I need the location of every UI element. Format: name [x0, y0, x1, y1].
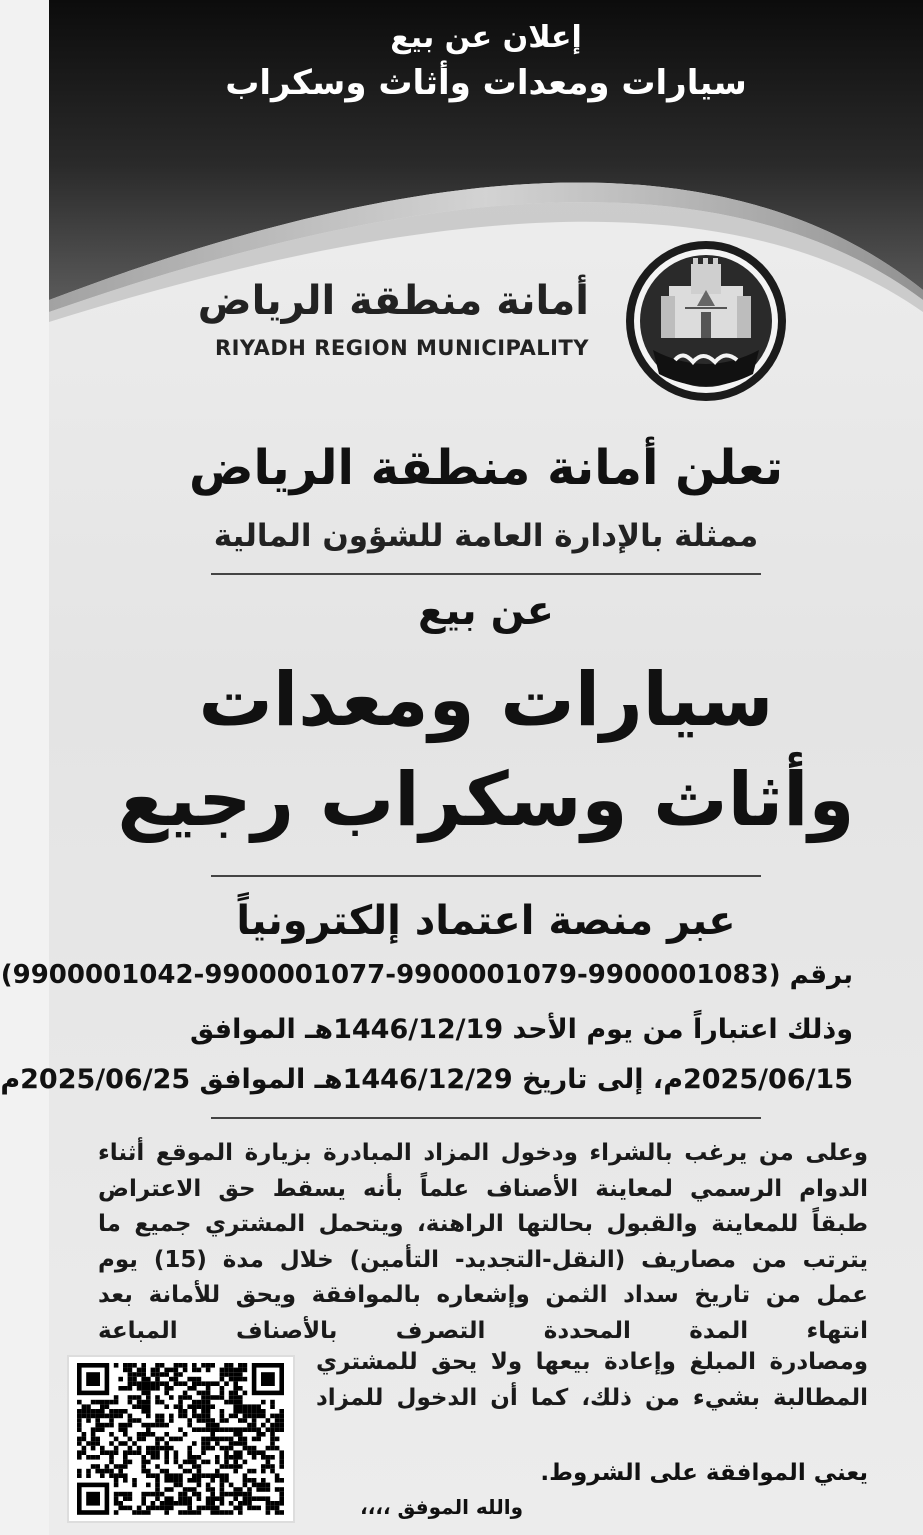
- qr-code-icon[interactable]: [67, 1355, 295, 1523]
- header-line-2: سيارات ومعدات وأثاث وسكراب: [225, 63, 747, 103]
- terms-line: عمل من تاريخ سداد الثمن وإشعاره بالموافقة ويحق للأمانة بعد: [98, 1282, 868, 1308]
- header-line-1: إعلان عن بيع: [390, 20, 582, 55]
- terms-last-line: يعني الموافقة على الشروط.: [540, 1460, 868, 1486]
- terms-paragraph: [98, 1136, 868, 1349]
- terms-line: المطالبة بشيء من ذلك، كما أن الدخول للمزاد: [316, 1384, 868, 1411]
- divider: [211, 1117, 761, 1119]
- about-sale: عن بيع: [418, 588, 554, 634]
- riyadh-emblem-icon: [623, 238, 789, 404]
- dates-line-2: 2025/06/15م، إلى تاريخ 1446/12/29هـ الموافق 2025/06/25م: [0, 1064, 853, 1095]
- divider: [211, 875, 761, 877]
- terms-line: ومصادرة المبلغ وإعادة بيعها ولا يحق للمشتري: [316, 1349, 868, 1375]
- terms-line: يترتب من مصاريف (النقل-التجديد- التأمين) خلال مدة (15) يوم: [98, 1246, 868, 1273]
- terms-line: انتهاء المدة المحددة التصرف بالأصناف المباعة: [98, 1317, 868, 1344]
- divider: [211, 573, 761, 575]
- represented-by: ممثلة بالإدارة العامة للشؤون المالية: [213, 518, 759, 554]
- reference-numbers: برقم (9900001083-9900001079-9900001077-9900001042): [0, 960, 853, 990]
- closing-line: والله الموفق ،،،،: [360, 1495, 523, 1519]
- header-title: [49, 18, 923, 105]
- municipality-name-english: RIYADH REGION MUNICIPALITY: [214, 336, 589, 360]
- terms-line: وعلى من يرغب بالشراء ودخول المزاد المبادرة بزيارة الموقع أثناء: [98, 1140, 868, 1166]
- items-line-2: وأثاث وسكراب رجيع: [117, 757, 855, 843]
- items-line-1: سيارات ومعدات: [198, 657, 774, 743]
- terms-paragraph-narrow: [316, 1345, 868, 1416]
- platform-line: عبر منصة اعتماد إلكترونياً: [236, 898, 736, 944]
- dates-line-1: وذلك اعتباراً من يوم الأحد 1446/12/19هـ الموافق: [190, 1014, 853, 1045]
- terms-line: طبقاً للمعاينة والقبول بحالتها الراهنة، ويتحمل المشتري جميع ما: [98, 1211, 868, 1237]
- municipality-name-arabic: أمانة منطقة الرياض: [197, 278, 589, 324]
- announcement-headline: تعلن أمانة منطقة الرياض: [188, 440, 784, 496]
- terms-line: الدوام الرسمي لمعاينة الأصناف علماً بأنه يسقط حق الاعتراض: [98, 1175, 868, 1202]
- qr-code-graphic: [69, 1357, 293, 1521]
